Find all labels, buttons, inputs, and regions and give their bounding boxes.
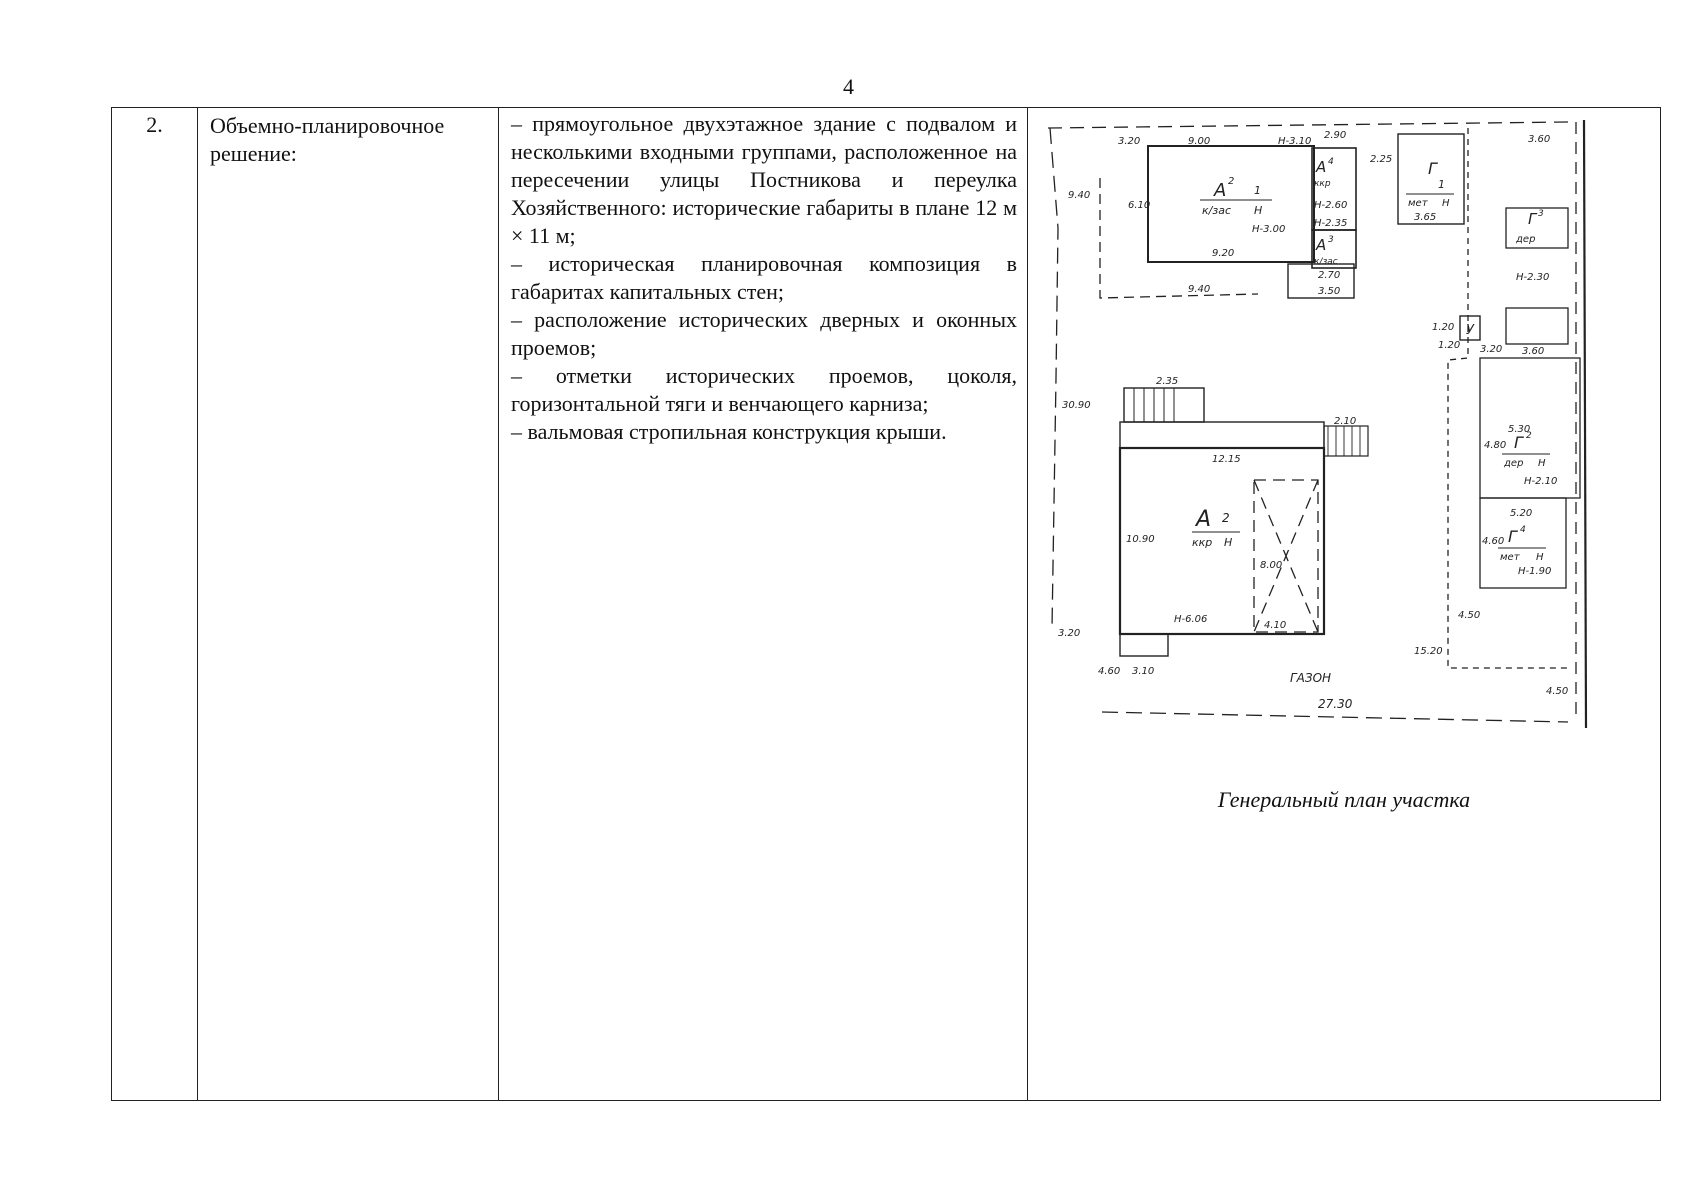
characteristics-table: [111, 107, 1661, 1101]
description-item: – расположение исторических дверных и оконных проемов;: [511, 307, 1017, 360]
dim-label: 5.20: [1510, 508, 1533, 519]
dim-label: 4.50: [1458, 610, 1481, 621]
svg-text:Н: Н: [1254, 204, 1263, 217]
parameter-name: Объемно-планировочное решение:: [210, 113, 445, 166]
dim-label: 27.30: [1318, 697, 1353, 711]
dim-label: 4.60: [1098, 666, 1121, 677]
dim-label: Н-2.60: [1314, 200, 1348, 211]
dim-label: 30.90: [1062, 400, 1091, 411]
svg-text:ккр: ккр: [1314, 179, 1331, 189]
dim-label: 3.60: [1522, 346, 1545, 357]
svg-text:дер: дер: [1504, 458, 1524, 469]
dim-label: 3.10: [1132, 666, 1155, 677]
page-number: 4: [843, 74, 854, 99]
dim-label: 15.20: [1414, 646, 1443, 657]
dim-label: Н-2.10: [1524, 476, 1558, 487]
dim-label: 3.50: [1318, 286, 1341, 297]
dim-label: Н-3.10: [1278, 136, 1312, 147]
svg-text:мет: мет: [1408, 198, 1428, 209]
dim-label: 10.90: [1126, 534, 1155, 545]
site-boundary-bottom: [1102, 712, 1568, 722]
site-boundary-right: [1584, 120, 1586, 728]
dim-label: 8.00: [1260, 560, 1283, 571]
svg-text:к/зас: к/зас: [1314, 257, 1338, 267]
svg-text:2: 2: [1222, 511, 1230, 525]
site-boundary-top: [1048, 122, 1568, 128]
description-cell: [499, 108, 1028, 1101]
site-plan: [1028, 108, 1660, 813]
dim-label: Н-6.06: [1174, 614, 1208, 625]
dim-label: 1.20: [1438, 340, 1461, 351]
dim-label: 2.25: [1370, 154, 1393, 165]
label-u: У: [1466, 323, 1474, 338]
label-g2: Г: [1514, 433, 1523, 452]
dim-label: 9.40: [1068, 190, 1091, 201]
building-g1: [1398, 134, 1464, 224]
svg-text:Н: Н: [1442, 198, 1450, 209]
label-g3: Г: [1528, 210, 1537, 228]
dim-label: 2.90: [1324, 130, 1347, 141]
dim-label: 9.40: [1188, 284, 1211, 295]
svg-text:Н: Н: [1538, 458, 1546, 469]
label-g1: Г: [1428, 159, 1437, 178]
dim-label: 2.35: [1156, 376, 1179, 387]
dim-label: 9.20: [1212, 248, 1235, 259]
svg-text:Н: Н: [1224, 536, 1233, 549]
svg-text:Н: Н: [1536, 552, 1544, 563]
svg-text:дер: дер: [1516, 234, 1536, 245]
dim-label: Н-3.00: [1252, 224, 1286, 235]
dim-label: 12.15: [1212, 454, 1241, 465]
svg-text:мет: мет: [1500, 552, 1520, 563]
svg-text:3: 3: [1328, 235, 1334, 245]
plan-caption: Генеральный план участка: [1217, 787, 1471, 812]
description-item: – отметки исторических проемов, цоколя, горизонтальной тяги и венчающего карниза;: [511, 363, 1017, 416]
dim-label: 9.00: [1188, 136, 1211, 147]
dim-label: 3.60: [1528, 134, 1551, 145]
dim-label: 3.65: [1414, 212, 1437, 223]
lawn-label: ГАЗОН: [1290, 671, 1332, 685]
svg-text:2: 2: [1228, 176, 1235, 187]
label-g4: Г: [1508, 527, 1517, 546]
dim-label: 6.10: [1128, 200, 1151, 211]
description-item: – вальмовая стропильная конструкция крыши.: [511, 419, 947, 444]
dim-label: 2.70: [1318, 270, 1341, 281]
dim-label: 3.20: [1480, 344, 1503, 355]
svg-text:к/зас: к/зас: [1202, 204, 1231, 217]
dim-label: 4.60: [1482, 536, 1505, 547]
svg-text:3: 3: [1538, 209, 1544, 219]
dim-label: 3.20: [1058, 628, 1081, 639]
label-a3: А: [1316, 236, 1327, 254]
dim-label: 5.30: [1508, 424, 1531, 435]
table-row: [112, 108, 1661, 1101]
dim-label: Н-2.30: [1516, 272, 1550, 283]
description-list: [499, 108, 1027, 446]
svg-text:4: 4: [1328, 157, 1334, 167]
description-item: – историческая планировочная композиция в габаритах капитальных стен;: [511, 251, 1017, 304]
dim-label: 1.20: [1432, 322, 1455, 333]
building-a2: [1148, 146, 1314, 262]
svg-text:4: 4: [1520, 525, 1526, 535]
label-a-main: А: [1196, 507, 1212, 532]
parameter-cell: [198, 108, 499, 1101]
dim-label: Н-1.90: [1518, 566, 1552, 577]
dim-label: 4.80: [1484, 440, 1507, 451]
dim-label: 4.50: [1546, 686, 1569, 697]
site-plan-drawing: [1028, 108, 1648, 780]
dim-label: Н-2.35: [1314, 218, 1348, 229]
svg-text:ккр: ккр: [1192, 536, 1213, 549]
svg-text:1: 1: [1438, 178, 1445, 191]
svg-text:1: 1: [1254, 184, 1261, 197]
label-a4: А: [1316, 158, 1327, 176]
dim-label: 2.10: [1334, 416, 1357, 427]
label-a2: А: [1214, 180, 1227, 201]
svg-text:2: 2: [1526, 431, 1532, 441]
dim-label: 3.20: [1118, 136, 1141, 147]
site-boundary-left: [1050, 128, 1058, 628]
plan-cell: [1028, 108, 1661, 1101]
dim-label: 4.10: [1264, 620, 1287, 631]
row-number: 2.: [112, 108, 198, 1101]
description-item: – прямоугольное двухэтажное здание с подвалом и несколькими входными группами, расположенное на пересечении улицы Постникова и переулка Хозяйственного: исторические габариты в плане 12 м × 11 м;: [511, 111, 1017, 248]
